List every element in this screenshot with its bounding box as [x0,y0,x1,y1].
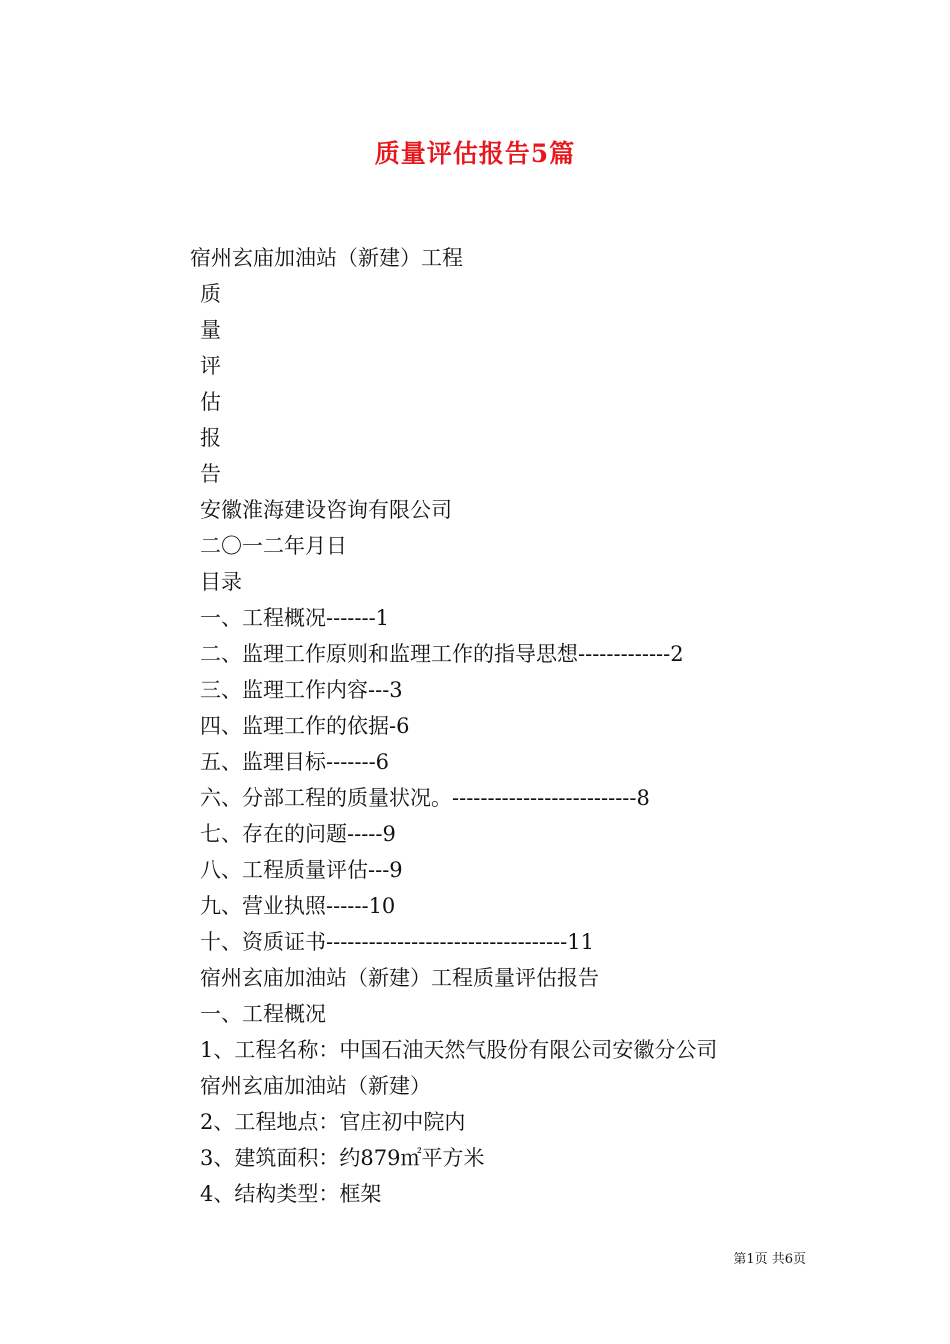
document-body [190,240,890,1212]
report-line: 宿州玄庙加油站（新建） [200,1074,431,1098]
toc-item: 七、存在的问题-----9 [200,822,396,846]
cover-company: 安徽淮海建设咨询有限公司 [200,498,452,522]
toc-heading: 目录 [200,570,242,594]
cover-date: 二〇一二年月日 [200,534,347,558]
toc-item: 二、监理工作原则和监理工作的指导思想-------------2 [200,642,684,666]
vertical-title-char: 量 [200,318,221,342]
document-title: 质量评估报告5篇 [374,139,576,168]
vertical-title-char: 告 [200,462,221,486]
toc-item: 十、资质证书----------------------------------11 [200,930,594,954]
page-number-footer: 第1页 共6页 [733,1252,806,1267]
toc-item: 四、监理工作的依据-6 [200,714,410,738]
report-line: 2、工程地点：官庄初中院内 [200,1110,466,1134]
vertical-title-char: 估 [200,390,221,414]
vertical-title-char: 评 [200,354,221,378]
report-line: 4、结构类型：框架 [200,1182,382,1206]
section-heading: 一、工程概况 [200,1002,326,1026]
toc-item: 五、监理目标-------6 [200,750,390,774]
toc-item: 六、分部工程的质量状况。--------------------------8 [200,786,650,810]
toc-item: 三、监理工作内容---3 [200,678,403,702]
vertical-title-char: 报 [200,426,221,450]
vertical-title-char: 质 [200,282,221,306]
report-line: 1、工程名称：中国石油天然气股份有限公司安徽分公司 [200,1038,718,1062]
cover-project-name: 宿州玄庙加油站（新建）工程 [190,246,463,270]
report-title: 宿州玄庙加油站（新建）工程质量评估报告 [200,966,599,990]
toc-item: 九、营业执照------10 [200,894,396,918]
report-line: 3、建筑面积：约879㎡平方米 [200,1146,485,1170]
toc-item: 一、工程概况-------1 [200,606,390,630]
toc-item: 八、工程质量评估---9 [200,858,403,882]
